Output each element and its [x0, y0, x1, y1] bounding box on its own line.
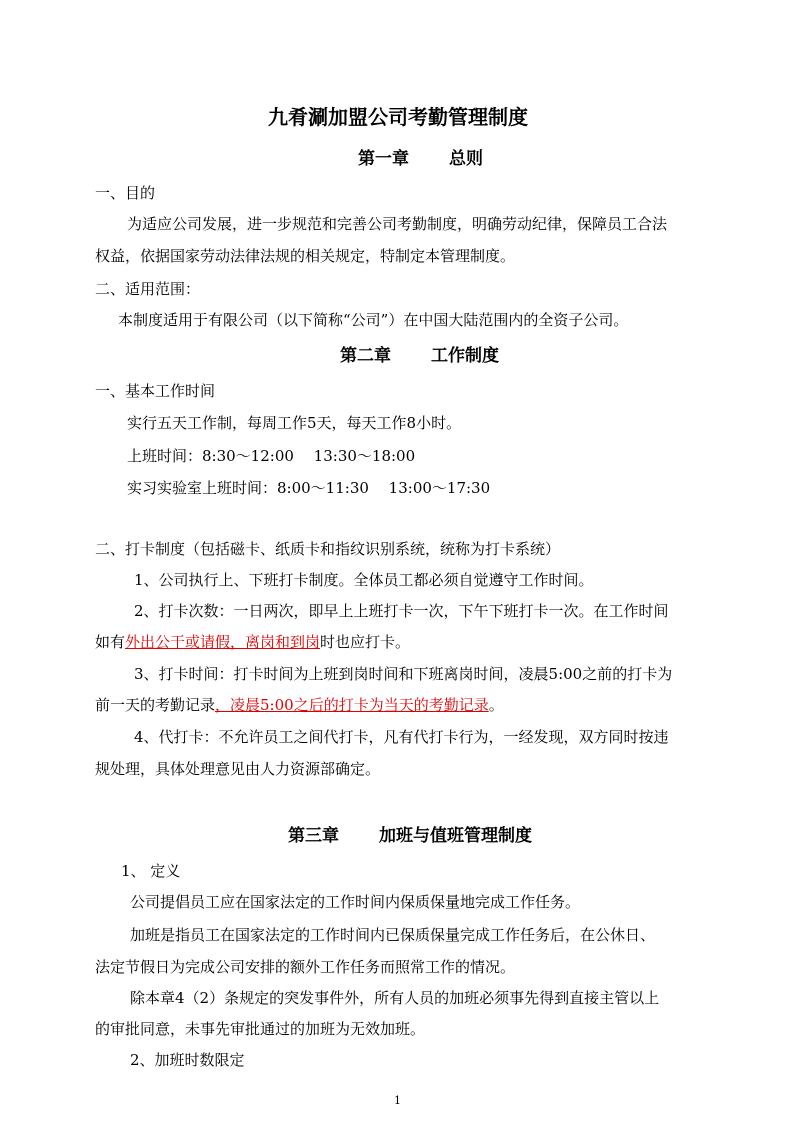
- chapter-2-heading: [340, 345, 499, 367]
- highlighted-text: 外出公干或请假，离岗和到岗: [125, 633, 321, 651]
- chapter-1-number: 第一章: [358, 149, 409, 169]
- section-work-hours-heading: 一、基本工作时间: [95, 382, 216, 400]
- overtime-paragraph-2-line1: 加班是指员工在国家法定的工作时间内已保质保量完成工作任务后，在公休日、: [130, 926, 656, 944]
- chapter-1-name: 总则: [449, 149, 483, 169]
- section-scope-heading: 二、适用范围：: [95, 280, 201, 298]
- paragraph-purpose-line1: 为适应公司发展，进一步规范和完善公司考勤制度，明确劳动纪律，保障员工合法: [127, 215, 668, 233]
- clock-in-item-4-line2: 规处理，具体处理意见由人力资源部确定。: [95, 760, 381, 778]
- clock-in-item-3-line1: 3、打卡时间：打卡时间为上班到岗时间和下班离岗时间，凌晨5:00之前的打卡为: [134, 665, 673, 683]
- chapter-3-name: 加班与值班管理制度: [379, 826, 532, 846]
- chapter-3-number: 第三章: [288, 826, 339, 846]
- work-hours-line3: 实习实验室上班时间：8:00～11:30 13:00～17:30: [127, 479, 491, 497]
- overtime-paragraph-1: 公司提倡员工应在国家法定的工作时间内保质保量地完成工作任务。: [130, 893, 581, 911]
- chapter-1-heading: [358, 148, 483, 170]
- overtime-paragraph-2-line2: 法定节假日为完成公司安排的额外工作任务而照常工作的情况。: [95, 958, 516, 976]
- clock-in-item-1: 1、公司执行上、下班打卡制度。全体员工都必须自觉遵守工作时间。: [134, 571, 594, 589]
- chapter-3-heading: [288, 825, 532, 847]
- highlighted-text: ，凌晨5:00之后的打卡为当天的考勤记录: [215, 696, 489, 714]
- work-hours-line2: 上班时间：8:30～12:00 13:30～18:00: [127, 447, 416, 465]
- paragraph-purpose-line2: 权益，依据国家劳动法律法规的相关规定，特制定本管理制度。: [95, 247, 516, 265]
- overtime-hours-limit-heading: 2、加班时数限定: [130, 1051, 245, 1069]
- clock-in-item-4-line1: 4、代打卡：不允许员工之间代打卡，凡有代打卡行为，一经发现，双方同时按违: [134, 728, 669, 746]
- clock-in-item-2-line2: 如有外出公干或请假，离岗和到岗时也应打卡。: [95, 633, 411, 651]
- section-clock-in-heading: 二、打卡制度（包括磁卡、纸质卡和指纹识别系统，统称为打卡系统）: [95, 540, 561, 558]
- page-number: 1: [394, 1094, 401, 1107]
- clock-in-item-3-line2: 前一天的考勤记录，凌晨5:00之后的打卡为当天的考勤记录。: [95, 696, 504, 714]
- clock-in-item-2-line1: 2、打卡次数：一日两次，即早上上班打卡一次，下午下班打卡一次。在工作时间: [134, 602, 669, 620]
- paragraph-scope: 本制度适用于有限公司（以下简称“公司”）在中国大陆范围内的全资子公司。: [118, 311, 629, 329]
- section-purpose-heading: 一、目的: [95, 184, 156, 202]
- overtime-definition-heading: 1、 定义: [121, 862, 181, 880]
- work-hours-line1: 实行五天工作制，每周工作5天，每天工作8小时。: [127, 414, 462, 432]
- document-title: 九肴涮加盟公司考勤管理制度: [268, 105, 528, 129]
- chapter-2-number: 第二章: [340, 346, 391, 366]
- overtime-paragraph-3-line2: 的审批同意，未事先审批通过的加班为无效加班。: [95, 1020, 426, 1038]
- overtime-paragraph-3-line1: 除本章4（2）条规定的突发事件外，所有人员的加班必须事先得到直接主管以上: [130, 989, 660, 1007]
- chapter-2-name: 工作制度: [431, 346, 499, 366]
